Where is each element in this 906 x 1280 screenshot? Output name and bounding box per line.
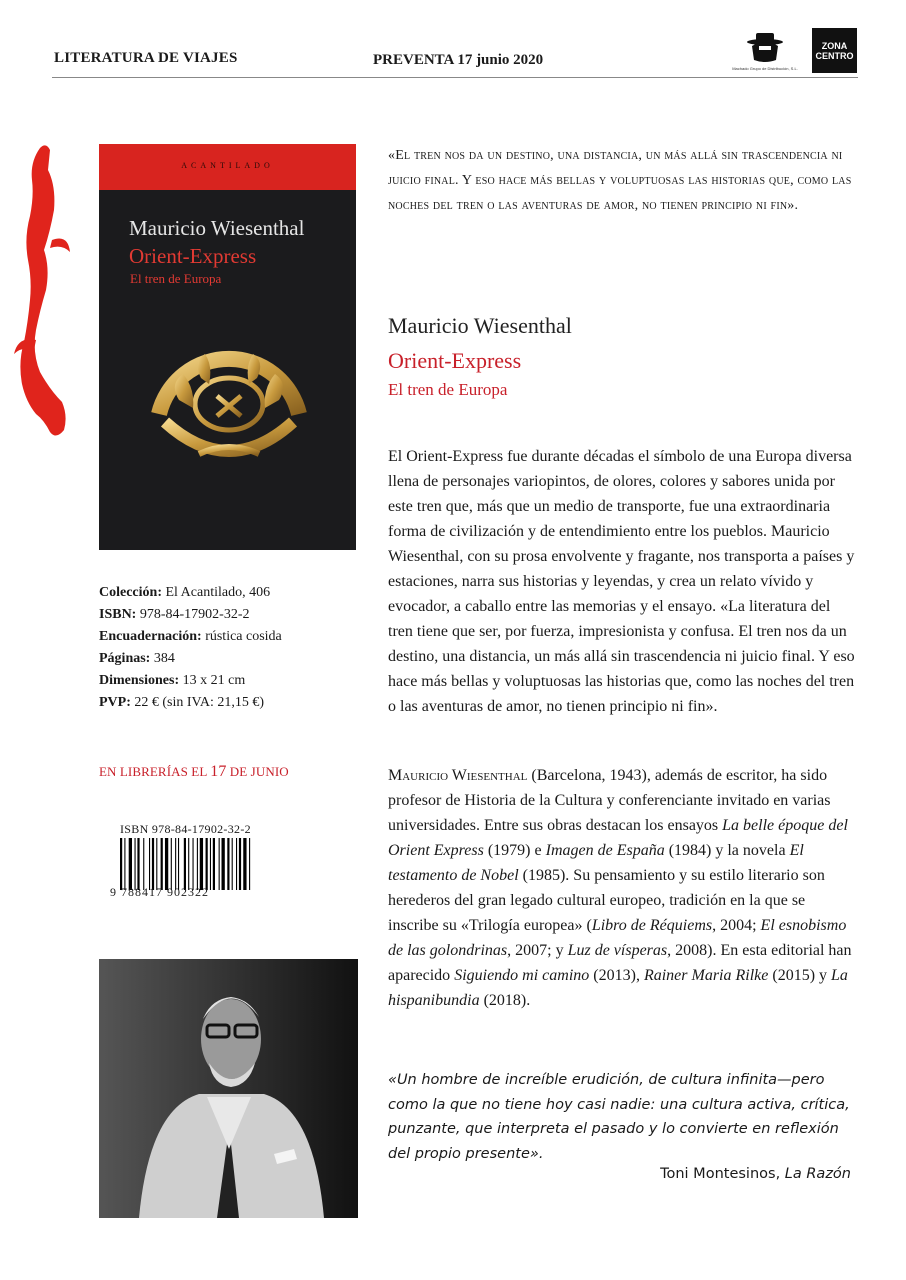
cover-title: Orient-Express [129, 244, 257, 268]
barcode-bar [129, 838, 132, 890]
barcode-bar [178, 838, 179, 890]
release-date: EN LIBRERÍAS EL 17 DE JUNIO [99, 763, 289, 780]
work-title: Libro de Réquiems [591, 917, 713, 934]
barcode-bar [236, 838, 237, 890]
zona-line2: CENTRO [815, 50, 854, 61]
barcode-bar [175, 838, 176, 890]
barcode-bar [213, 838, 215, 890]
detail-pages: Páginas: 384 [99, 651, 175, 666]
barcode-bar [239, 838, 241, 890]
book-cover [99, 144, 356, 550]
detail-binding: Encuadernación: rústica cosida [99, 629, 282, 644]
barcode-bar [188, 838, 189, 890]
zona-centro-logo [812, 28, 857, 73]
hat-figure-icon [732, 30, 798, 66]
barcode-bar [249, 838, 250, 890]
work-title: El testamento de Nobel [388, 842, 804, 884]
detail-isbn: ISBN: 978-84-17902-32-2 [99, 607, 250, 622]
distributor-caption: Machado Grupo de Distribución, S.L. [732, 66, 798, 71]
barcode-bar [137, 838, 139, 890]
work-title: La hispanibundia [388, 967, 848, 1009]
author-photo [99, 959, 358, 1218]
cover-publisher: ACANTILADO [181, 161, 274, 170]
work-title: Luz de vísperas [567, 942, 668, 959]
header-divider [52, 77, 858, 78]
cover-author: Mauricio Wiesenthal [129, 216, 305, 240]
barcode-bar [197, 838, 198, 890]
barcode-bar [135, 838, 136, 890]
bio-author-name: Mauricio Wiesenthal [388, 767, 528, 784]
detail-collection: Colección: El Acantilado, 406 [99, 585, 271, 600]
book-description: El Orient-Express fue durante décadas el símbolo de una Europa diversa llena de personajes variopintos, de olores, colores y sabores unida por este tren que, más que un medio de transporte, fue una extraordinaria forma de civilización y de entendimiento entre los pueblos. Mauricio Wiesenthal, con su prosa envolvente y fragante, nos transporta a países y estaciones, narra sus historias y leyendas, y crea un relato vívido y evocador, a caballo entre las memorias y el ensayo. «La literatura del tren tiene que ser, por fuerza, impresionista y confusa. El tren nos da un destino, una distancia, un más allá sin trascendencia ni juicio final. Y eso hace más bellas y voluptuosas las historias que, como las noches del tren o las aventuras de amor, no tienen principio ni fin». [388, 448, 855, 715]
zona-line1: ZONA [821, 40, 848, 51]
barcode-bar [219, 838, 220, 890]
book-details [99, 582, 282, 714]
barcode-bars [120, 838, 296, 890]
presale-date: PREVENTA 17 junio 2020 [373, 52, 544, 68]
detail-dimensions: Dimensiones: 13 x 21 cm [99, 673, 246, 688]
wagons-lits-emblem-icon [139, 304, 319, 484]
barcode-bar [200, 838, 203, 890]
barcode-bar [120, 838, 122, 890]
work-title: El esnobismo de las golondrinas [388, 917, 847, 959]
barcode-bar [171, 838, 172, 890]
work-title: Imagen de España [545, 842, 665, 859]
barcode-bar [232, 838, 233, 890]
cover-publisher-band [99, 144, 356, 190]
barcode-bar [210, 838, 211, 890]
press-source: Toni Montesinos, La Razón [660, 1166, 851, 1182]
book-subtitle: El tren de Europa [388, 380, 508, 399]
barcode-bar [149, 838, 150, 890]
barcode-bar [243, 838, 246, 890]
book-title: Orient-Express [388, 348, 522, 373]
top-quote: «El tren nos da un destino, una distancia, un más allá sin trascendencia ni juicio final. Y eso hace más bellas y voluptuosas las historias que, como las noches del tren o las aventuras de amor, no tienen principio ni fin». [388, 148, 852, 213]
barcode-isbn: ISBN 978-84-17902-32-2 [120, 822, 251, 836]
press-quote: «Un hombre de increíble erudición, de cultura infinita—pero como la que no tiene hoy casi nadie: una cultura activa, crítica, punzante, que interpreta el pasado y lo convierte en reflexión del propio presente». [388, 1072, 850, 1162]
barcode-bar [206, 838, 208, 890]
work-title: Rainer Maria Rilke [643, 967, 769, 984]
barcode-bar [165, 838, 168, 890]
barcode-digits: 9 788417 902322 [110, 885, 209, 899]
barcode-bar [143, 838, 144, 890]
book-author: Mauricio Wiesenthal [388, 313, 572, 338]
barcode-bar [152, 838, 154, 890]
author-bio: Mauricio Wiesenthal (Barcelona, 1943), además de escritor, ha sido profesor de Historia de la Cultura y conferenciante invitado en varias universidades. Entre sus obras destacan los ensayos La belle époque del Orient Express (1979) e Imagen de España (1984) y la novela El testamento de Nobel (1985). Su pensamiento y su estilo literario son herederos del gran legado cultural europeo, tradición en la que se inscribe su «Trilogía europea» (Libro de Réquiems, 2004; El esnobismo de las golondrinas, 2007; y Luz de vísperas, 2008). En esta editorial han aparecido Siguiendo mi camino (2013), Rainer Maria Rilke (2015) y La hispanibundia (2018). [388, 767, 852, 1009]
diver-figure-icon [10, 140, 72, 460]
distributor-logo [732, 30, 798, 74]
barcode [108, 822, 298, 902]
cover-subtitle: El tren de Europa [130, 271, 222, 286]
barcode-bar [227, 838, 229, 890]
barcode-bar [156, 838, 157, 890]
barcode-bar [124, 838, 125, 890]
barcode-bar [222, 838, 225, 890]
barcode-bar [193, 838, 194, 890]
barcode-bar [184, 838, 186, 890]
work-title: Siguiendo mi camino [454, 967, 590, 984]
detail-price: PVP: 22 € (sin IVA: 21,15 €) [99, 695, 265, 710]
work-title: La belle époque del Orient Express [388, 817, 848, 859]
barcode-bar [161, 838, 163, 890]
category-label: LITERATURA DE VIAJES [54, 50, 238, 66]
